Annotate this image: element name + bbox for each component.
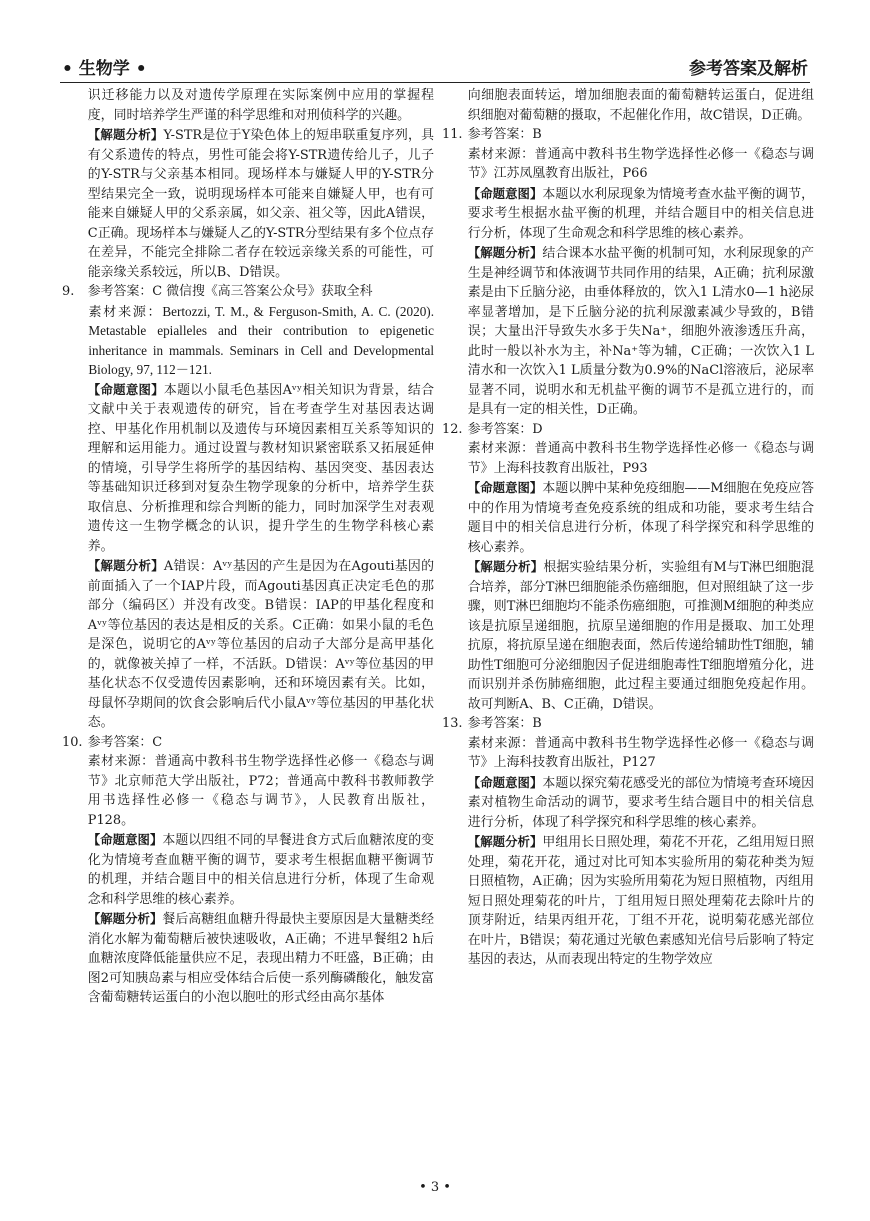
q9-number: 9. <box>62 284 75 299</box>
analysis-tag: 【解题分析】 <box>87 127 164 142</box>
q9-source: 素材来源：Bertozzi, T. M., & Ferguson-Smith, A. C. (2020). Metastable epialleles and their contribution to epigenetic inheritance in mammals. Seminars in Cell and Developmental Biology, 97, 112－121. <box>88 303 434 377</box>
q10-source: 素材来源：普通高中教科书生物学选择性必修一《稳态与调节》北京师范大学出版社，P72；普通高中教科书教师教学用书选择性必修一《稳态与调节》，人民教育出版社，P128。 <box>87 754 434 828</box>
intent-tag: 【命题意图】 <box>87 381 164 397</box>
section-title: 参考答案及解析 <box>689 59 808 79</box>
q9-analysis <box>62 556 434 733</box>
q10-intent <box>62 830 434 909</box>
q8-analysis <box>62 125 434 282</box>
q11-analysis <box>442 243 814 420</box>
q11-source: 素材来源：普通高中教科书生物学选择性必修一《稳态与调节》江苏凤凰教育出版社，P66 <box>467 146 814 181</box>
q10-analysis-tail: 向细胞表面转运，增加细胞表面的葡萄糖转运蛋白，促进组织细胞对葡萄糖的摄取，不起催化作用，故C错误，D正确。 <box>467 88 814 123</box>
q11-intent <box>442 184 814 244</box>
q12-number: 12. <box>442 421 463 437</box>
intent-tag: 【命题意图】 <box>467 774 543 790</box>
subject-title: • 生物学 • <box>62 59 147 79</box>
q12-answer-text: 参考答案：D <box>467 421 543 437</box>
q10-answer <box>62 733 434 753</box>
q9-answer-text: 参考答案：C 微信搜《高三答案公众号》获取全科 <box>87 284 373 299</box>
intent-tag: 【命题意图】 <box>87 832 163 847</box>
q11-analysis-text: 结合课本水盐平衡的机制可知，水利尿现象的产生是神经调节和体液调节共同作用的结果，A正确；抗利尿激素是由下丘脑分泌，由垂体释放的，饮入1 L清水0—1 h泌尿率显著增加，是下丘脑分泌的抗利尿激素减少导致的，B错误；大量出汗导致失水多于失Na⁺，细胞外液渗透压升高，此时一般以补水为主，补Na⁺等为辅，C正确；一次饮入1 L清水和一次饮入1 L质量分数为0.9%的NaCl溶液后，泌尿率显著不同，说明水和无机盐平衡的调节不是孤立进行的，而是具有一定的相关性，D正确。 <box>467 246 815 417</box>
analysis-tag: 【解题分析】 <box>87 911 163 926</box>
q9-answer <box>62 282 434 302</box>
intent-tag: 【命题意图】 <box>467 185 543 201</box>
q9-analysis-text: A错误：Aᵛʸ基因的产生是因为在Agouti基因的前面插入了一个IAP片段，而Agouti基因真正决定毛色的那部分（编码区）并没有改变。B错误：IAP的甲基化程度和Aᵛʸ等位基因的表达是相反的关系。C正确：如果小鼠的毛色是深色，说明它的Aᵛʸ等位基因的启动子大部分是高甲基化的，就像被关掉了一样，不活跃。D错误：Aᵛʸ等位基因的甲基化状态不仅受遗传因素影响，还和环境因素有关。比如，母鼠怀孕期间的饮食会影响后代小鼠Aᵛʸ等位基因的甲基化状态。 <box>87 559 434 730</box>
q10-intent-text: 本题以四组不同的早餐进食方式后血糖浓度的变化为情境考查血糖平衡的调节，要求考生根据血糖平衡调节的机理，并结合题目中的相关信息进行分析，体现了生命观念和科学思维的核心素养。 <box>87 833 435 907</box>
q13-intent-text: 本题以探究菊花感受光的部位为情境考查环境因素对植物生命活动的调节，要求考生结合题目中的相关信息进行分析，体现了科学探究和科学思维的核心素养。 <box>467 775 815 830</box>
q13-intent <box>442 773 814 833</box>
q12-source: 素材来源：普通高中教科书生物学选择性必修一《稳态与调节》上海科技教育出版社，P93 <box>467 441 814 476</box>
intent-tag: 【命题意图】 <box>467 480 543 495</box>
q10-number: 10. <box>62 734 83 750</box>
q12-analysis <box>442 557 814 714</box>
q12-answer <box>442 420 814 440</box>
page-number: • 3 • <box>419 1180 451 1195</box>
q13-analysis <box>442 832 814 970</box>
q10-answer-text: 参考答案：C <box>87 734 163 750</box>
q10-analysis-text: 餐后高糖组血糖升得最快主要原因是大量糖类经消化水解为葡萄糖后被快速吸收，A正确；不进早餐组2 h后血糖浓度降低能量供应不足，表现出精力不旺盛，B正确；由图2可知胰岛素与相应受体结合后使一系列酶磷酸化，触发富含葡萄糖转运蛋白的小泡以胞吐的形式经由高尔基体 <box>87 912 435 1005</box>
q11-intent-text: 本题以水利尿现象为情境考查水盐平衡的调节，要求考生根据水盐平衡的机理，并结合题目中的相关信息进行分析，体现了生命观念和科学思维的核心素养。 <box>467 186 815 241</box>
analysis-tag: 【解题分析】 <box>467 559 544 574</box>
q13-answer-text: 参考答案：B <box>467 716 542 731</box>
q13-number: 13. <box>442 716 463 731</box>
q12-analysis-text: 根据实验结果分析，实验组有M与T淋巴细胞混合培养，部分T淋巴细胞能杀伤癌细胞，但对照组缺了这一步骤，则T淋巴细胞均不能杀伤癌细胞，可推测M细胞的种类应该是抗原呈递细胞，抗原呈递细胞的作用是摄取、加工处理抗原，将抗原呈递在细胞表面，然后传递给辅助性T细胞，辅助性T细胞可分泌细胞因子促进细胞毒性T细胞增殖分化，进而识别并杀伤肺癌细胞，此过程主要通过细胞免疫起作用。故可判断A、B、C正确，D错误。 <box>467 560 815 712</box>
right-column <box>442 86 814 970</box>
q11-answer-text: 参考答案：B <box>467 127 542 142</box>
analysis-tag: 【解题分析】 <box>467 245 543 260</box>
q8-analysis-text: Y-STR是位于Y染色体上的短串联重复序列，具有父系遗传的特点，男性可能会将Y-STR遗传给儿子，儿子的Y-STR与父亲基本相同。现场样本与嫌疑人甲的Y-STR分型结果完全一致，说明现场样本可能来自嫌疑人甲，也有可能来自嫌疑人甲的父系亲属，如父亲、祖父等，因此A错误，C正确。现场样本与嫌疑人乙的Y-STR分型结果有多个位点存在差异，不能完全排除二者存在较远亲缘关系的可能性，可能亲缘关系较远，所以B、D错误。 <box>87 128 434 280</box>
q8-intent-tail: 识迁移能力以及对遗传学原理在实际案例中应用的掌握程度，同时培养学生严谨的科学思维和对刑侦科学的兴趣。 <box>87 88 434 123</box>
q9-intent-text: 本题以小鼠毛色基因Aᵛʸ相关知识为背景，结合文献中关于表观遗传的研究，旨在考查学生对基因表达调控、甲基化作用机制以及遗传与环境因素相互关系等知识的理解和运用能力。通过设置与教材知识紧密联系又拓展延伸的情境，引导学生将所学的基因结构、基因突变、基因表达等基础知识迁移到对复杂生物学现象的分析中，培养学生获取信息、分析推理和综合判断的能力，同时加深学生对表观遗传这一生物学概念的认识，提升学生的生物学科核心素养。 <box>87 382 435 554</box>
analysis-tag: 【解题分析】 <box>87 558 164 573</box>
q13-answer <box>442 714 814 734</box>
q11-answer <box>442 125 814 145</box>
analysis-tag: 【解题分析】 <box>467 834 543 849</box>
q11-number: 11. <box>442 127 463 142</box>
page-header <box>60 52 810 83</box>
left-column <box>62 86 434 1008</box>
q12-intent <box>442 478 814 557</box>
q13-analysis-text: 甲组用长日照处理，菊花不开花，乙组用短日照处理，菊花开花，通过对比可知本实验所用的菊花种类为短日照植物，A正确；因为实验所用菊花为短日照植物，丙组用短日照处理菊花的叶片，丁组用短日照处理菊花去除叶片的顶芽附近，结果丙组开花，丁组不开花，说明菊花感光部位在叶片，B错误；菊花通过光敏色素感知光信号后影响了特定基因的表达，从而表现出特定的生物学效应 <box>467 835 815 967</box>
q10-analysis <box>62 909 434 1008</box>
q13-source: 素材来源：普通高中教科书生物学选择性必修一《稳态与调节》上海科技教育出版社，P127 <box>467 735 814 770</box>
q9-intent <box>62 380 434 557</box>
q12-intent-text: 本题以脾中某种免疫细胞——M细胞在免疫应答中的作用为情境考查免疫系统的组成和功能，要求考生结合题目中的相关信息进行分析，体现了科学探究和科学思维的核心素养。 <box>467 481 815 555</box>
